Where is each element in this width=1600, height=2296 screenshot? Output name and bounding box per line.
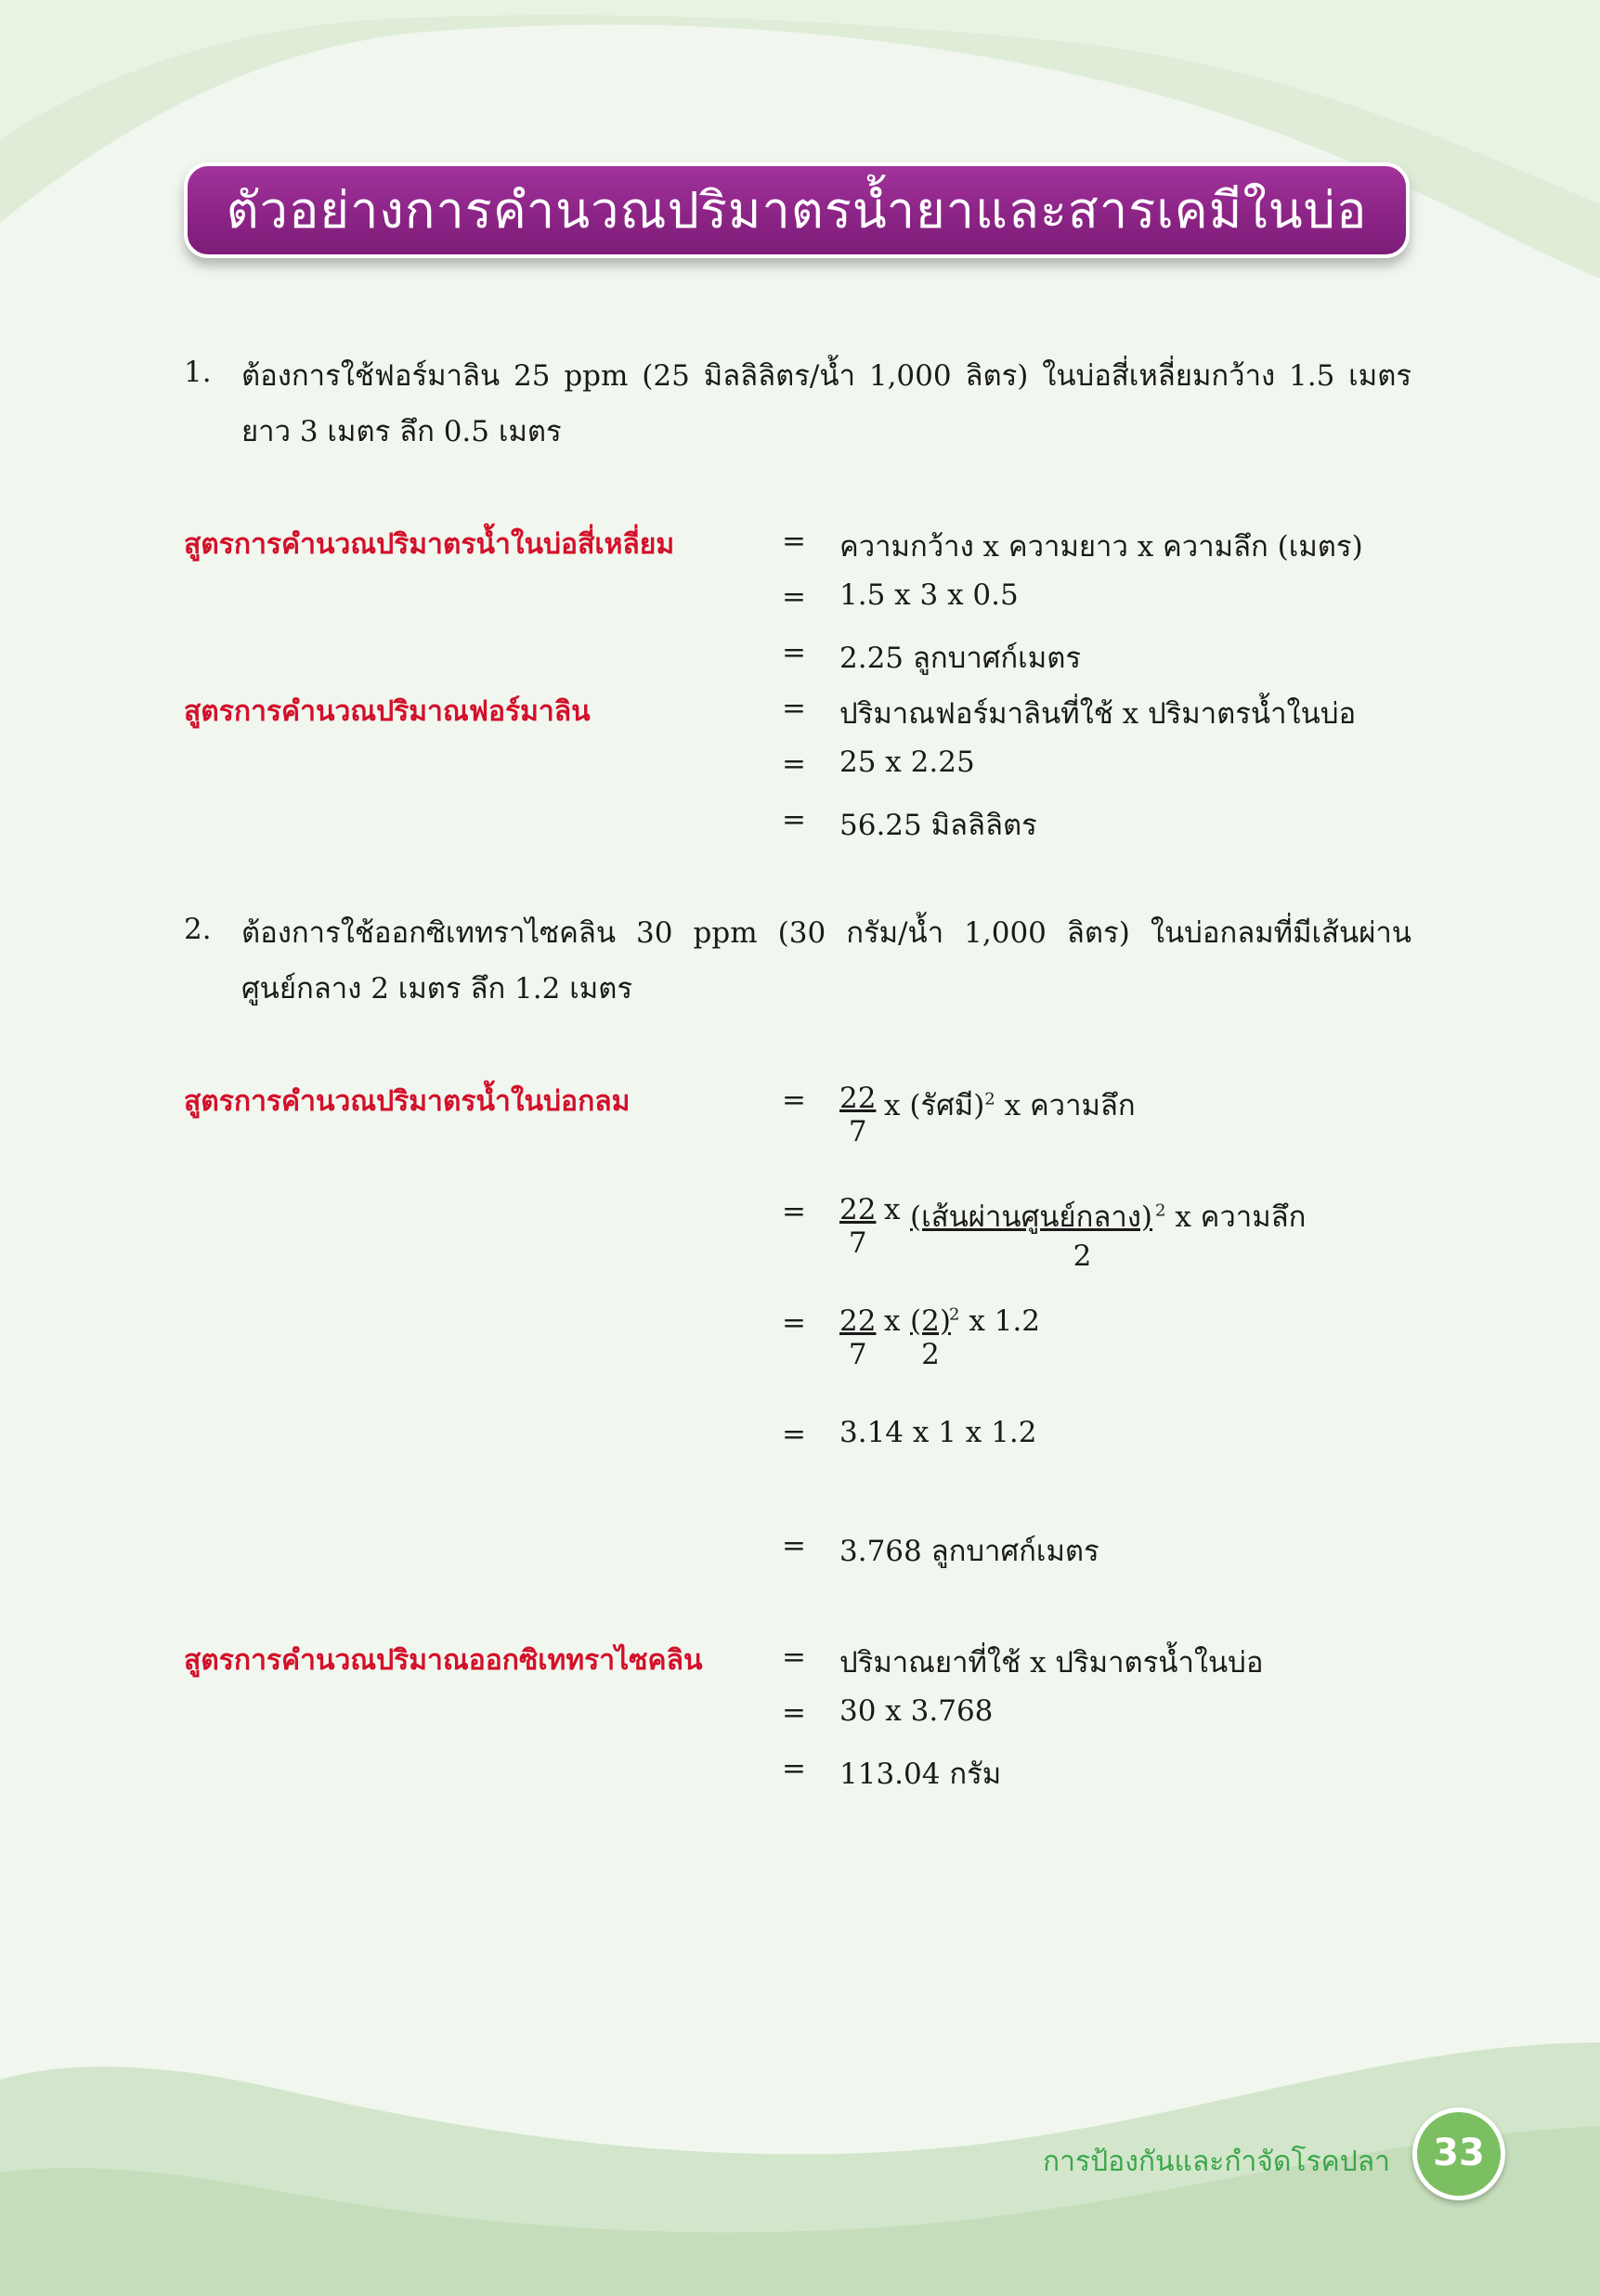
eq-sign: =: [782, 692, 806, 725]
eq-sign: =: [782, 1195, 806, 1228]
round-step3-tail: $^2$ x 1.2: [949, 1304, 1040, 1338]
round-step2-tail: $^2$ x ความลึก: [1155, 1200, 1307, 1234]
eq-sign: =: [782, 1696, 806, 1730]
eq-sign: =: [782, 803, 806, 837]
formalin-step1: ปริมาณฟอร์มาลินที่ใช้ x ปริมาตรน้ำในบ่อ: [839, 697, 1357, 731]
page-number: 33: [1412, 2108, 1505, 2200]
eq-sign: =: [782, 1418, 806, 1451]
eq-sign: =: [782, 747, 806, 781]
round-volume-label: สูตรการคำนวณปริมาตรน้ำในบ่อกลม: [184, 1085, 631, 1118]
fraction-22-7: $\frac{22}{7}$: [839, 1193, 877, 1260]
fraction-2-over-2: $\frac{(2)}{2}$: [910, 1304, 951, 1371]
oxy-step3: 113.04 กรัม: [839, 1758, 1002, 1791]
round-step5: 3.768 ลูกบาศก์เมตร: [839, 1535, 1099, 1568]
eq-sign: =: [782, 580, 806, 614]
round-step2-x: x: [884, 1193, 901, 1226]
example2-line2: ศูนย์กลาง 2 เมตร ลึก 1.2 เมตร: [241, 972, 633, 1005]
example2-line1: ต้องการใช้ออกซิเททราไซคลิน 30 ppm (30 กรัม/น้ำ 1,000 ลิตร) ในบ่อกลมที่มีเส้นผ่าน: [241, 916, 1411, 950]
eq-sign: =: [782, 1083, 806, 1117]
eq-sign: =: [782, 1641, 806, 1674]
fraction-22-7: $\frac{22}{7}$: [839, 1082, 877, 1148]
formalin-step3: 56.25 มิลลิลิตร: [839, 809, 1037, 842]
fraction-22-7: $\frac{22}{7}$: [839, 1304, 877, 1371]
eq-sign: =: [782, 1529, 806, 1563]
oxytetracycline-amount-label: สูตรการคำนวณปริมาณออกซิเททราไซคลิน: [184, 1644, 703, 1677]
round-step4: 3.14 x 1 x 1.2: [839, 1416, 1037, 1449]
example1-line1: ต้องการใช้ฟอร์มาลิน 25 ppm (25 มิลลิลิตร/น้ำ 1,000 ลิตร) ในบ่อสี่เหลี่ยมกว้าง 1.5 เมตร: [241, 359, 1411, 393]
example2-text: [241, 905, 1411, 1017]
rect-volume-label: สูตรการคำนวณปริมาตรน้ำในบ่อสี่เหลี่ยม: [184, 528, 675, 561]
oxy-step1: ปริมาณยาที่ใช้ x ปริมาตรน้ำในบ่อ: [839, 1646, 1264, 1680]
eq-sign: =: [782, 525, 806, 558]
example1-number: 1.: [184, 356, 212, 389]
title-banner: [184, 162, 1410, 258]
example1-line2: ยาว 3 เมตร ลึก 0.5 เมตร: [241, 415, 562, 448]
eq-sign: =: [782, 1752, 806, 1785]
round-step1-expr: x (รัศมี)$^2$ x ความลึก: [884, 1089, 1136, 1122]
round-step3-x: x: [884, 1304, 901, 1338]
example2-number: 2.: [184, 913, 212, 946]
eq-sign: =: [782, 636, 806, 669]
rect-volume-step3: 2.25 ลูกบาศก์เมตร: [839, 642, 1081, 675]
rect-volume-step1: ความกว้าง x ความยาว x ความลึก (เมตร): [839, 530, 1363, 564]
example1-text: [241, 348, 1411, 460]
formalin-step2: 25 x 2.25: [839, 746, 975, 779]
formalin-amount-label: สูตรการคำนวณปริมาณฟอร์มาลิน: [184, 695, 591, 728]
oxy-step2: 30 x 3.768: [839, 1694, 994, 1728]
footer-title: การป้องกันและกำจัดโรคปลา: [1043, 2146, 1390, 2178]
eq-sign: =: [782, 1306, 806, 1340]
page-title: ตัวอย่างการคำนวณปริมาตรน้ำยาและสารเคมีในบ่อ: [226, 181, 1368, 240]
fraction-diameter-over-2: (เส้นผ่านศูนย์กลาง) 2: [910, 1200, 1153, 1273]
rect-volume-step2: 1.5 x 3 x 0.5: [839, 578, 1019, 612]
